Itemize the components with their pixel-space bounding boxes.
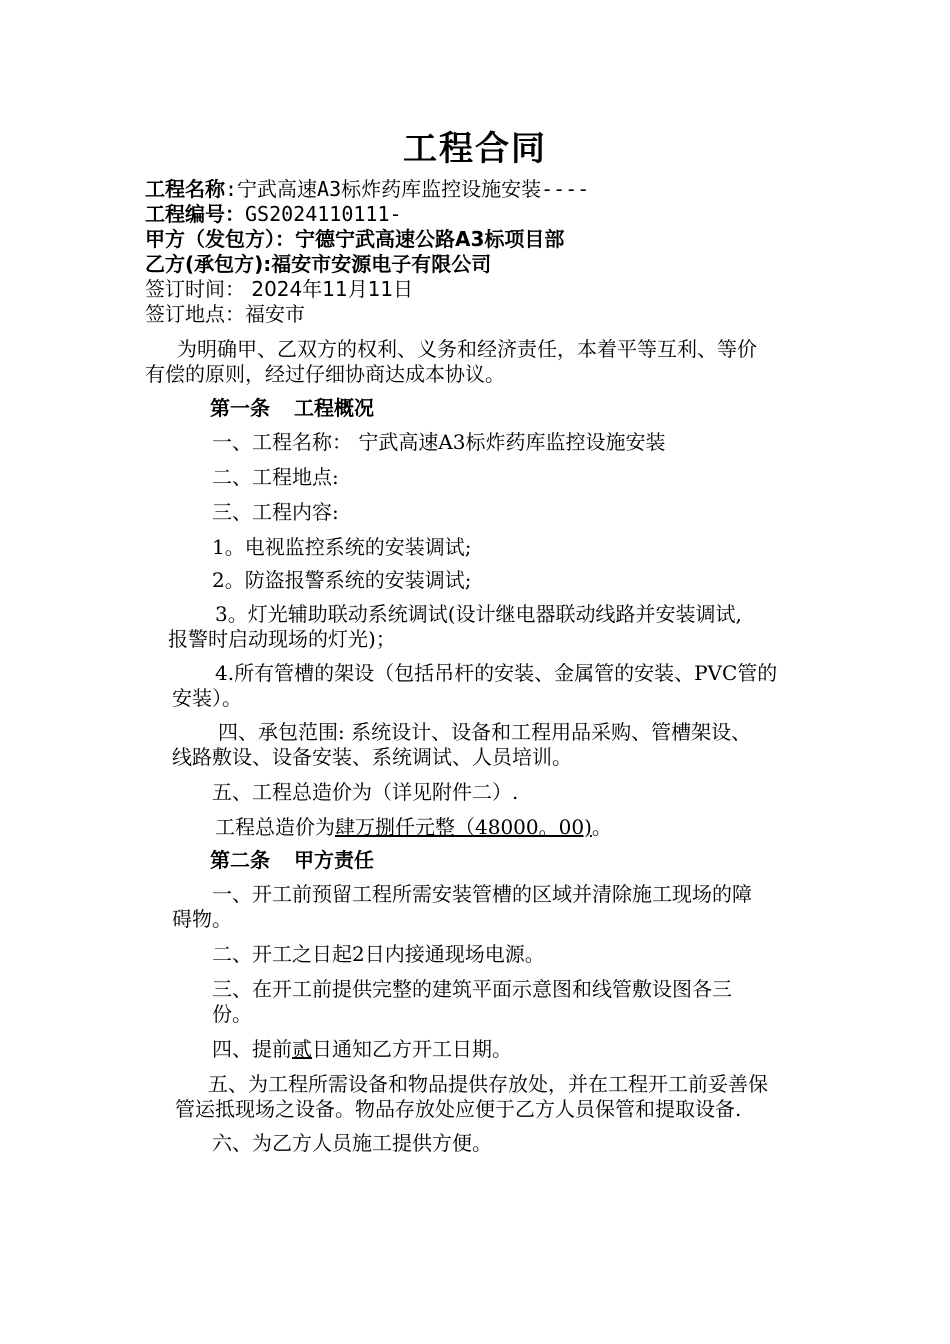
article-1-sub-1: 1。电视监控系统的安装调试; <box>212 535 472 559</box>
party-b-value: :福安市安源电子有限公司 <box>263 252 492 276</box>
article-2-item-2: 二、开工之日起2日内接通现场电源。 <box>212 942 545 966</box>
article-1-sub-2: 2。防盗报警系统的安装调试; <box>212 568 472 592</box>
article-1-item-4-line-1: 四、承包范围: 系统设计、设备和工程用品采购、管槽架设、 <box>218 720 752 744</box>
article-2-item-5-line-1: 五、为工程所需设备和物品提供存放处，并在工程开工前妥善保 <box>208 1072 768 1096</box>
article-2-item-4-suffix: 日通知乙方开工日期。 <box>312 1037 512 1061</box>
project-name-label: 工程名称 <box>145 177 225 201</box>
intro-line-1: 为明确甲、乙双方的权利、义务和经济责任，本着平等互利、等价 <box>177 337 757 361</box>
article-2-item-1-line-2: 碍物。 <box>172 907 232 931</box>
article-2-item-3-line-2: 份。 <box>212 1002 252 1026</box>
article-1-sub-4-line-1: 4.所有管槽的架设（包括吊杆的安装、金属管的安装、PVC管的 <box>215 661 778 685</box>
article-2-item-4 <box>212 1036 512 1062</box>
sign-place-value: 福安市 <box>245 302 305 326</box>
article-2-title: 甲方责任 <box>294 848 374 872</box>
article-1-item-1: 一、工程名称： 宁武高速A3标炸药库监控设施安装 <box>212 430 666 454</box>
article-1-item-2: 二、工程地点: <box>212 465 339 489</box>
article-2-number: 第二条 <box>210 848 270 872</box>
party-b-line <box>145 251 491 277</box>
total-price-prefix: 工程总造价为 <box>215 815 335 839</box>
sign-place-label: 签订地点： <box>145 302 245 326</box>
sign-time-line <box>145 276 413 302</box>
article-1-sub-3-line-1: 3。灯光辅助联动系统调试(设计继电器联动线路并安装调试, <box>215 602 742 626</box>
party-a-line <box>145 226 564 252</box>
sign-place-line <box>145 301 305 327</box>
project-no-value: GS2024110111- <box>245 202 402 226</box>
total-price-line <box>215 814 612 840</box>
party-a-label: 甲方（发包方）： <box>145 227 295 251</box>
project-name-line <box>145 176 589 202</box>
article-2-item-6: 六、为乙方人员施工提供方便。 <box>212 1131 492 1155</box>
intro-line-2: 有偿的原则，经过仔细协商达成本协议。 <box>145 362 505 386</box>
article-2-heading <box>210 847 374 873</box>
article-1-item-5: 五、工程总造价为（详见附件二）. <box>212 780 519 804</box>
article-1-heading <box>210 395 374 421</box>
article-2-item-5-line-2: 管运抵现场之设备。物品存放处应便于乙方人员保管和提取设备. <box>175 1097 742 1121</box>
article-1-sub-4-line-2: 安装）。 <box>172 686 242 710</box>
project-no-label: 工程编号： <box>145 202 245 226</box>
sign-time-label: 签订时间： <box>145 277 245 301</box>
sign-time-value: 2024年11月11日 <box>245 277 414 301</box>
article-1-item-4-line-2: 线路敷设、设备安装、系统调试、人员培训。 <box>172 745 572 769</box>
document-title: 工程合同 <box>403 129 547 169</box>
article-1-item-3: 三、工程内容: <box>212 500 339 524</box>
total-price-amount: 肆万捌仟元整（48000。00) <box>335 815 592 839</box>
article-2-item-4-prefix: 四、提前 <box>212 1037 292 1061</box>
party-a-value: 宁德宁武高速公路A3标项目部 <box>295 227 565 251</box>
article-1-title: 工程概况 <box>294 396 374 420</box>
total-price-suffix: 。 <box>591 815 612 839</box>
article-2-item-3-line-1: 三、在开工前提供完整的建筑平面示意图和线管敷设图各三 <box>212 977 732 1001</box>
party-b-label: 乙方(承包方) <box>145 252 264 276</box>
article-2-item-1-line-1: 一、开工前预留工程所需安装管槽的区域并清除施工现场的障 <box>212 882 752 906</box>
project-no-line <box>145 201 402 227</box>
project-name-value: :宁武高速A3标炸药库监控设施安装---- <box>225 177 590 201</box>
article-2-item-4-days: 贰 <box>292 1037 312 1061</box>
article-1-sub-3-line-2: 报警时启动现场的灯光)； <box>168 627 396 651</box>
article-1-number: 第一条 <box>210 396 270 420</box>
